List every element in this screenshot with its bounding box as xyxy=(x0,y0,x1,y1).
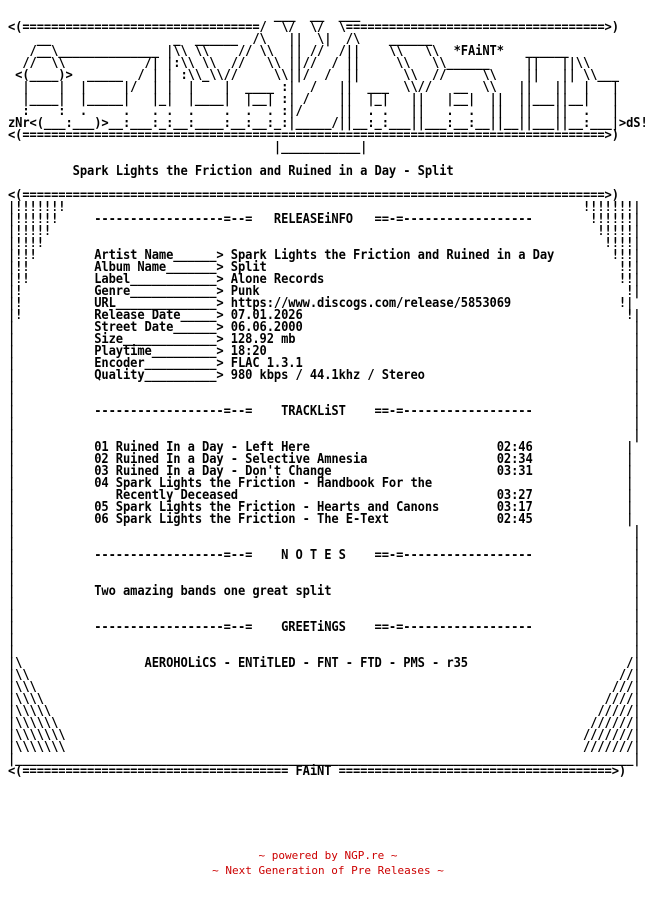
footer-powered-by: ~ powered by NGP.re ~ xyxy=(258,849,398,862)
footer-tagline: ~ Next Generation of Pre Releases ~ xyxy=(212,864,444,877)
nfo-art-text: ___ __ ___ <(=================================/ \/ \/ \====================================>) __ _ ______ /\ || \| /\ ______ /__\______________ |\\ \\ // \\ || // /|| \\ \\ *FAiNT* ______ // \\ /| |:\\ \\ // \\ ||// / || \\ \\______ || ||\\ <(____)> _____ / | | :\\_\\// \\||/ / || \\ // \\ || || \\___ | | | |/ | | | | ____ :| / || ___ \\// __ \\ || || | | |____| |_____| |_| |____| |__| :| / || |_| || |__| || ||___||__| | : : . . . . . . . . :|/ || . . || . . || || || . | zNr<(___:___)>__:___:_:__:____:__:__:_:|_____/||__:_:___||___:__:__||__||___||__:___|>dS! <(=================================================================================>) |___________| Spark Lights the Friction and Ruined in a Day - Split <(=================================================================================>) |!!!!!!! !!!!!!!| |!!!!!! ------------------=--= RELEASEiNFO ==-=------------------ !!!!!!| |!!!!! !!!!!| |!!!! !!!!| |!!! Artist Name______> Spark Lights the Friction and Ruined in a Day !!!| |!! Album Name_______> Split !!| |!! Label____________> Alone Records !!| |! Genre____________> Punk !| |! URL______________> https://www.discogs.com/release/5853069 !| |! Release Date_____> 07.01.2026 !| | Street Date______> 06.06.2000 | | Size_____________> 128.92 mb | | Playtime_________> 18:20 | | Encoder__________> FLAC 1.3.1 | | Quality__________> 980 kbps / 44.1khz / Stereo | | | | | | ------------------=--= TRACKLiST ==-=------------------ | | | | | | 01 Ruined In a Day - Left Here 02:46 | | 02 Ruined In a Day - Selective Amnesia 02:34 | | 03 Ruined In a Day - Don't Change 03:31 | | 04 Spark Lights the Friction - Handbook For the | | Recently Deceased 03:27 | | 05 Spark Lights the Friction - Hearts and Canons 03:17 | | 06 Spark Lights the Friction - The E-Text 02:45 | | | | | | ------------------=--= N O T E S ==-=------------------ | | | | | | Two amazing bands one great split | | | | | | ------------------=--= GREETiNGS ==-=------------------ | | | | | |\ AEROHOLiCS - ENTiTLED - FNT - FTD - PMS - r35 /| |\\ //| |\\\ ///| |\\\\ ////| |\\\\\ /////| |\\\\\\ //////| |\\\\\\\ ///////| |\\\\\\\ ///////| |______________________________________________________________________________________| <(===================================== FAiNT ======================================>) xyxy=(8,8,648,779)
